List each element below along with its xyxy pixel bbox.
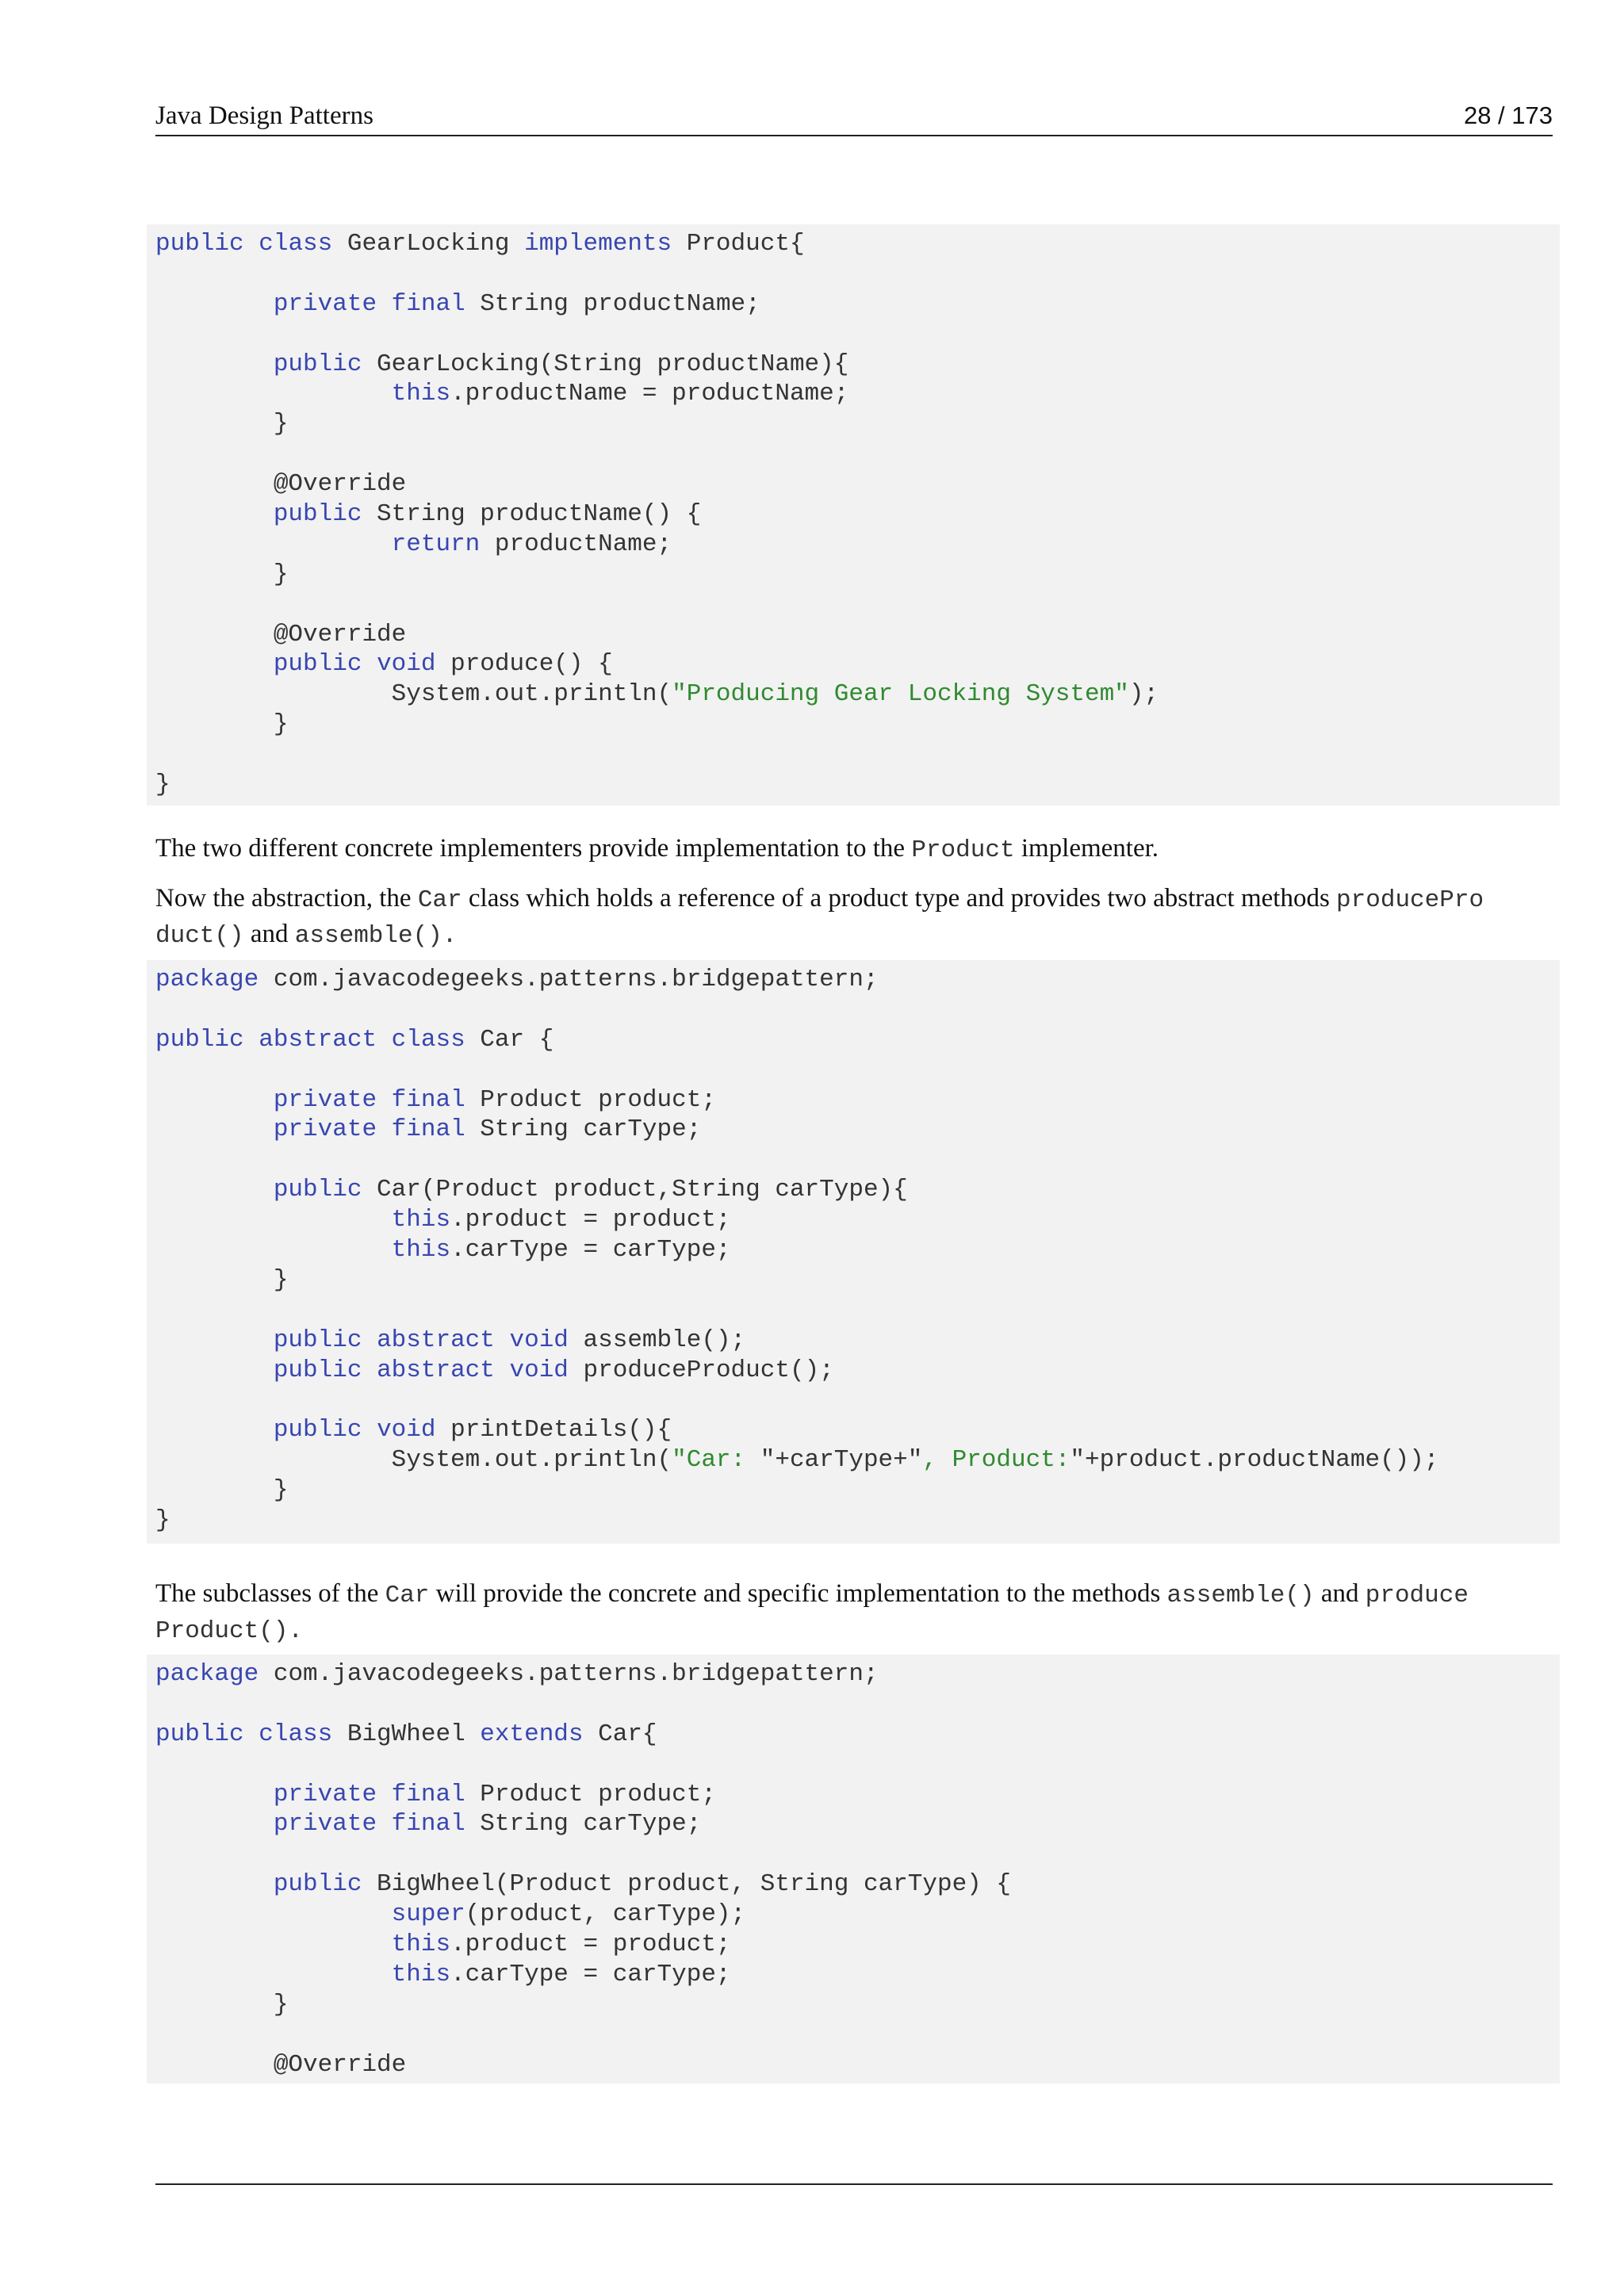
code-text: BigWheel(Product product, String carType) {: [362, 1870, 1011, 1899]
code-keyword: public: [155, 1720, 244, 1748]
code-text: @Override: [155, 620, 407, 649]
code-line: [155, 770, 1560, 800]
code-line: [155, 229, 1560, 259]
code-keyword: abstract: [377, 1356, 495, 1384]
code-text: [155, 1086, 274, 1114]
code-string: "Producing Gear Locking System": [672, 680, 1129, 709]
code-text: printDetails(){: [435, 1416, 672, 1445]
code-text: System.out.println(: [155, 1446, 672, 1475]
code-text: }: [155, 410, 289, 438]
code-block-big-wheel: [147, 1655, 1560, 2084]
code-text: Car {: [465, 1025, 554, 1054]
footer-rule: [155, 2183, 1553, 2185]
code-line: [155, 259, 1560, 289]
code-text: [495, 1326, 510, 1354]
code-line: [155, 710, 1560, 740]
code-keyword: void: [509, 1326, 569, 1354]
code-text: .carType = carType;: [450, 1236, 731, 1265]
inline-code: duct(): [155, 922, 244, 950]
code-line: [155, 350, 1560, 380]
code-text: [155, 290, 274, 318]
code-line: [155, 439, 1560, 469]
page-number: 28 / 173: [1463, 101, 1553, 129]
code-keyword: public: [273, 1416, 362, 1445]
code-text: productName;: [480, 530, 672, 558]
code-text: String productName;: [465, 289, 760, 318]
code-keyword: public: [273, 350, 362, 378]
code-string: , Product:: [922, 1446, 1071, 1475]
paragraph-abstraction: [155, 882, 1553, 953]
code-line: [155, 530, 1560, 560]
code-text: }: [155, 1265, 289, 1294]
code-text: [377, 1086, 392, 1114]
code-text: [155, 1206, 392, 1234]
code-line: [155, 1055, 1560, 1085]
code-keyword: this: [391, 1960, 451, 1988]
code-text: [362, 1326, 377, 1354]
code-text: BigWheel: [332, 1720, 481, 1748]
code-line: [155, 1356, 1560, 1386]
code-text: String carType;: [465, 1810, 702, 1839]
code-text: [155, 1900, 392, 1928]
code-line: [155, 1780, 1560, 1810]
code-keyword: package: [155, 966, 259, 993]
code-keyword: class: [391, 1025, 465, 1054]
code-keyword: public: [273, 650, 362, 679]
code-keyword: super: [391, 1900, 465, 1929]
code-text: [377, 1810, 392, 1838]
page-header: [155, 97, 1553, 136]
code-text: }: [155, 1506, 170, 1535]
code-keyword: void: [377, 650, 436, 679]
code-text: [362, 650, 377, 678]
inline-code: Car: [417, 886, 462, 914]
code-text: [155, 1176, 274, 1203]
code-text: System.out.println(: [155, 680, 672, 709]
code-line: [155, 1689, 1560, 1720]
code-line: [155, 1809, 1560, 1839]
code-text: .productName = productName;: [450, 380, 849, 408]
code-text: }: [155, 560, 289, 588]
code-text: (product, carType);: [465, 1900, 746, 1929]
code-keyword: implements: [524, 230, 672, 258]
code-line: [155, 1960, 1560, 1990]
code-keyword: abstract: [259, 1025, 377, 1054]
code-line: [155, 499, 1560, 530]
code-line: [155, 590, 1560, 620]
code-text: [244, 1026, 259, 1054]
para-text: will provide the concrete and specific implementation to the methods: [429, 1579, 1167, 1608]
code-line: [155, 320, 1560, 350]
code-line: [155, 379, 1560, 409]
code-keyword: package: [155, 1660, 259, 1688]
code-line: [155, 1115, 1560, 1145]
code-line: [155, 1720, 1560, 1750]
code-line: [155, 1145, 1560, 1175]
code-text: produce() {: [435, 650, 613, 679]
inline-code: producePro: [1336, 886, 1484, 914]
code-text: [377, 290, 392, 318]
code-text: [155, 1115, 274, 1143]
code-keyword: private: [273, 1810, 377, 1839]
code-keyword: public: [273, 1870, 362, 1899]
code-text: [155, 530, 392, 558]
code-line: [155, 1990, 1560, 2020]
code-text: [155, 1961, 392, 1988]
code-keyword: this: [391, 1206, 451, 1234]
code-line: [155, 1506, 1560, 1536]
code-keyword: public: [273, 1176, 362, 1204]
para-text: and: [1314, 1579, 1365, 1608]
code-line: [155, 620, 1560, 650]
code-keyword: private: [273, 1085, 377, 1114]
inline-code: produce: [1365, 1582, 1469, 1609]
inline-code: assemble(): [1166, 1582, 1315, 1609]
code-line: [155, 740, 1560, 770]
code-text: [244, 230, 259, 258]
code-text: [362, 1416, 377, 1444]
code-line: [155, 1475, 1560, 1506]
code-keyword: abstract: [377, 1326, 495, 1354]
code-text: @Override: [155, 2050, 407, 2079]
code-line: [155, 1445, 1560, 1475]
code-text: assemble();: [568, 1326, 746, 1354]
code-text: .product = product;: [450, 1931, 731, 1959]
code-line: [155, 1326, 1560, 1356]
code-text: }: [155, 771, 170, 799]
code-text: [155, 1931, 392, 1958]
code-text: [155, 350, 274, 378]
code-line: [155, 469, 1560, 499]
code-keyword: private: [273, 1115, 377, 1144]
code-text: [362, 1357, 377, 1384]
code-line: [155, 1295, 1560, 1326]
inline-code: Car: [385, 1582, 430, 1609]
code-line: [155, 679, 1560, 710]
code-text: [155, 380, 392, 408]
code-keyword: this: [391, 1931, 451, 1959]
code-text: [377, 1781, 392, 1808]
para-text: The two different concrete implementers provide implementation to the: [155, 834, 912, 863]
code-keyword: this: [391, 1236, 451, 1265]
code-text: }: [155, 1990, 289, 2019]
code-text: produceProduct();: [568, 1356, 834, 1384]
code-text: [377, 1026, 392, 1054]
code-text: Product{: [672, 230, 805, 258]
code-keyword: final: [391, 289, 465, 318]
code-text: Product product;: [465, 1780, 716, 1808]
code-line: [155, 1869, 1560, 1900]
code-line: [155, 1750, 1560, 1780]
code-line: [155, 1205, 1560, 1235]
code-block-car: [147, 960, 1560, 1544]
code-text: Car(Product product,String carType){: [362, 1176, 908, 1204]
code-line: [155, 2050, 1560, 2080]
code-line: [155, 560, 1560, 590]
code-keyword: public: [273, 1356, 362, 1384]
code-keyword: void: [377, 1416, 436, 1445]
code-text: [495, 1357, 510, 1384]
code-text: Car{: [583, 1720, 657, 1748]
code-text: [377, 1115, 392, 1143]
code-keyword: final: [391, 1780, 465, 1808]
code-keyword: class: [259, 230, 333, 258]
code-keyword: public: [273, 1326, 362, 1354]
code-keyword: public: [155, 1025, 244, 1054]
paragraph-implementers: [155, 832, 1553, 867]
code-line: [155, 995, 1560, 1025]
code-text: [155, 1357, 274, 1384]
code-text: Product product;: [465, 1085, 716, 1114]
code-keyword: final: [391, 1085, 465, 1114]
header-title: Java Design Patterns: [155, 101, 373, 130]
inline-code: Product().: [155, 1617, 304, 1645]
code-text: }: [155, 710, 289, 739]
code-line: [155, 1265, 1560, 1295]
code-text: [244, 1720, 259, 1748]
code-text: [155, 500, 274, 528]
para-text: Now the abstraction, the: [155, 884, 418, 913]
code-keyword: void: [509, 1356, 569, 1384]
code-keyword: public: [273, 500, 362, 529]
code-line: [155, 965, 1560, 995]
para-text: class which holds a reference of a product type and provides two abstract methods: [462, 884, 1337, 913]
code-keyword: return: [391, 530, 481, 558]
code-text: com.javacodegeeks.patterns.bridgepattern;: [259, 966, 879, 993]
code-line: [155, 2020, 1560, 2050]
code-line: [155, 1025, 1560, 1055]
code-keyword: this: [391, 380, 451, 408]
code-text: [155, 1326, 274, 1354]
code-text: String productName() {: [362, 500, 702, 529]
code-keyword: public: [155, 230, 244, 258]
code-keyword: final: [391, 1810, 465, 1839]
code-keyword: private: [273, 1780, 377, 1808]
code-text: [155, 650, 274, 678]
para-text: implementer.: [1014, 834, 1159, 863]
code-text: @Override: [155, 470, 407, 499]
code-line: [155, 289, 1560, 320]
code-keyword: extends: [480, 1720, 584, 1748]
code-line: [155, 1900, 1560, 1930]
code-text: .product = product;: [450, 1206, 731, 1234]
code-string: "Car:: [672, 1446, 760, 1475]
code-text: .carType = carType;: [450, 1960, 731, 1988]
code-text: [155, 1781, 274, 1808]
code-keyword: final: [391, 1115, 465, 1144]
code-text: "+product.productName());: [1070, 1446, 1439, 1475]
code-line: [155, 1235, 1560, 1265]
code-text: [155, 1416, 274, 1444]
code-text: }: [155, 1476, 289, 1505]
code-line: [155, 1415, 1560, 1445]
inline-code: Product: [911, 836, 1015, 864]
code-keyword: class: [259, 1720, 333, 1748]
code-text: GearLocking(String productName){: [362, 350, 849, 378]
code-text: GearLocking: [332, 230, 525, 258]
code-text: String carType;: [465, 1115, 702, 1144]
code-text: [155, 1870, 274, 1898]
code-text: "+carType+": [760, 1446, 923, 1475]
inline-code: assemble().: [294, 922, 458, 950]
para-text: and: [243, 920, 295, 948]
code-keyword: private: [273, 289, 377, 318]
code-block-gear-locking: [147, 224, 1560, 806]
code-line: [155, 409, 1560, 439]
code-line: [155, 1659, 1560, 1689]
code-text: com.javacodegeeks.patterns.bridgepattern;: [259, 1660, 879, 1688]
para-text: The subclasses of the: [155, 1579, 385, 1608]
code-line: [155, 1930, 1560, 1960]
code-line: [155, 1385, 1560, 1415]
code-text: [155, 1810, 274, 1838]
code-line: [155, 1175, 1560, 1205]
paragraph-subclasses: [155, 1577, 1553, 1648]
code-text: [155, 1236, 392, 1264]
code-text: );: [1128, 680, 1159, 709]
code-line: [155, 1839, 1560, 1869]
code-line: [155, 1085, 1560, 1115]
code-line: [155, 649, 1560, 679]
